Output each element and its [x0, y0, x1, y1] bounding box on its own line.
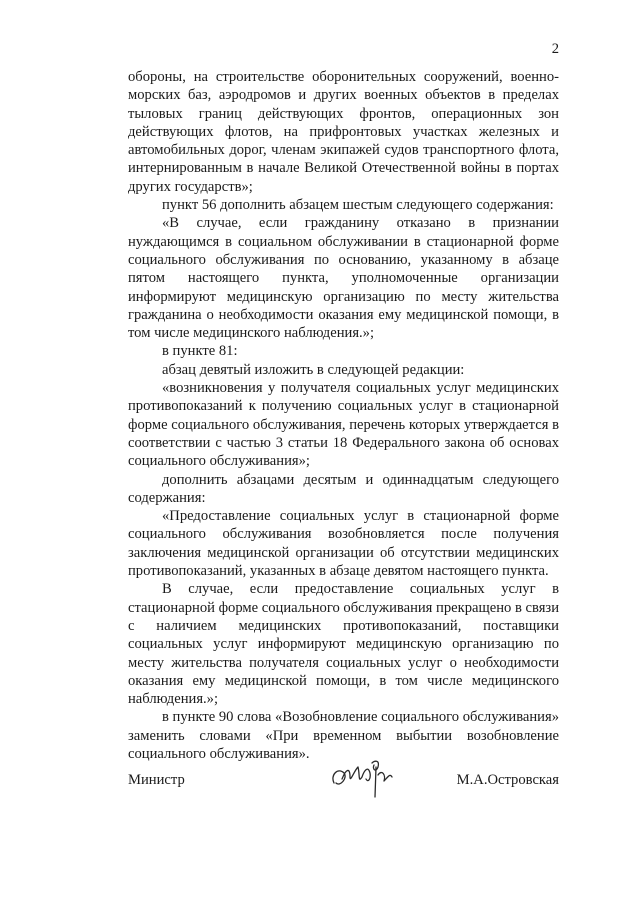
paragraph-4: в пункте 81:	[162, 343, 238, 360]
signatory-name: М.А.Островская	[456, 772, 559, 788]
paragraph-1: обороны, на строительстве оборонительных сооружений, военно-морских баз, аэродромов и других военных объектов в пределах тыловых границ действующих фронтов, операционных зон действующих флотов, на прифронтовых участках железных и автомобильных дорог, членам экипажей судов транспортного флота, интернированным в начале Великой Отечественной войны в портах других государств»;	[128, 69, 559, 195]
signature-block	[128, 765, 559, 805]
paragraph-3: «В случае, если гражданину отказано в признании нуждающимся в социальном обслуживании в стационарной форме социального обслуживания по основанию, указанному в абзаце пятом настоящего пункта, уполномоченные организации информируют медицинскую организацию по месту жительства гражданина о необходимости оказания ему медицинской помощи, в том числе медицинского наблюдения.»;	[128, 215, 559, 342]
paragraph-7: дополнить абзацами десятым и одиннадцатым следующего содержания:	[128, 471, 559, 506]
paragraph-9: В случае, если предоставление социальных услуг в стационарной форме социального обслуживания прекращено в связи с наличием медицинских противопоказаний, поставщики социальных услуг информируют медицинскую организацию по месту жительства получателя социальных услуг о необходимости оказания ему медицинской помощи, в том числе медицинского наблюдения.»;	[128, 581, 559, 708]
paragraph-2: пункт 56 дополнить абзацем шестым следующего содержания:	[162, 197, 554, 214]
signatory-title: Министр	[128, 772, 185, 788]
page-number: 2	[551, 41, 559, 57]
paragraph-5: абзац девятый изложить в следующей редакции:	[162, 361, 465, 378]
document-body	[128, 68, 559, 763]
handwritten-signature	[328, 753, 394, 803]
paragraph-8: «Предоставление социальных услуг в стационарной форме социального обслуживания возобновляется после получения заключения медицинской организации об отсутствии медицинских противопоказаний, указанных в абзаце девятом настоящего пункта.	[128, 508, 559, 580]
paragraph-10: в пункте 90 слова «Возобновление социального обслуживания» заменить словами «При временном выбытии возобновление социального обслуживания».	[128, 709, 559, 762]
paragraph-6: «возникновения у получателя социальных услуг медицинских противопоказаний к получению социальных услуг в стационарной форме социального обслуживания, перечень которых утверждается в соответствии с частью 3 статьи 18 Федерального закона об основах социального обслуживания»;	[128, 380, 559, 470]
